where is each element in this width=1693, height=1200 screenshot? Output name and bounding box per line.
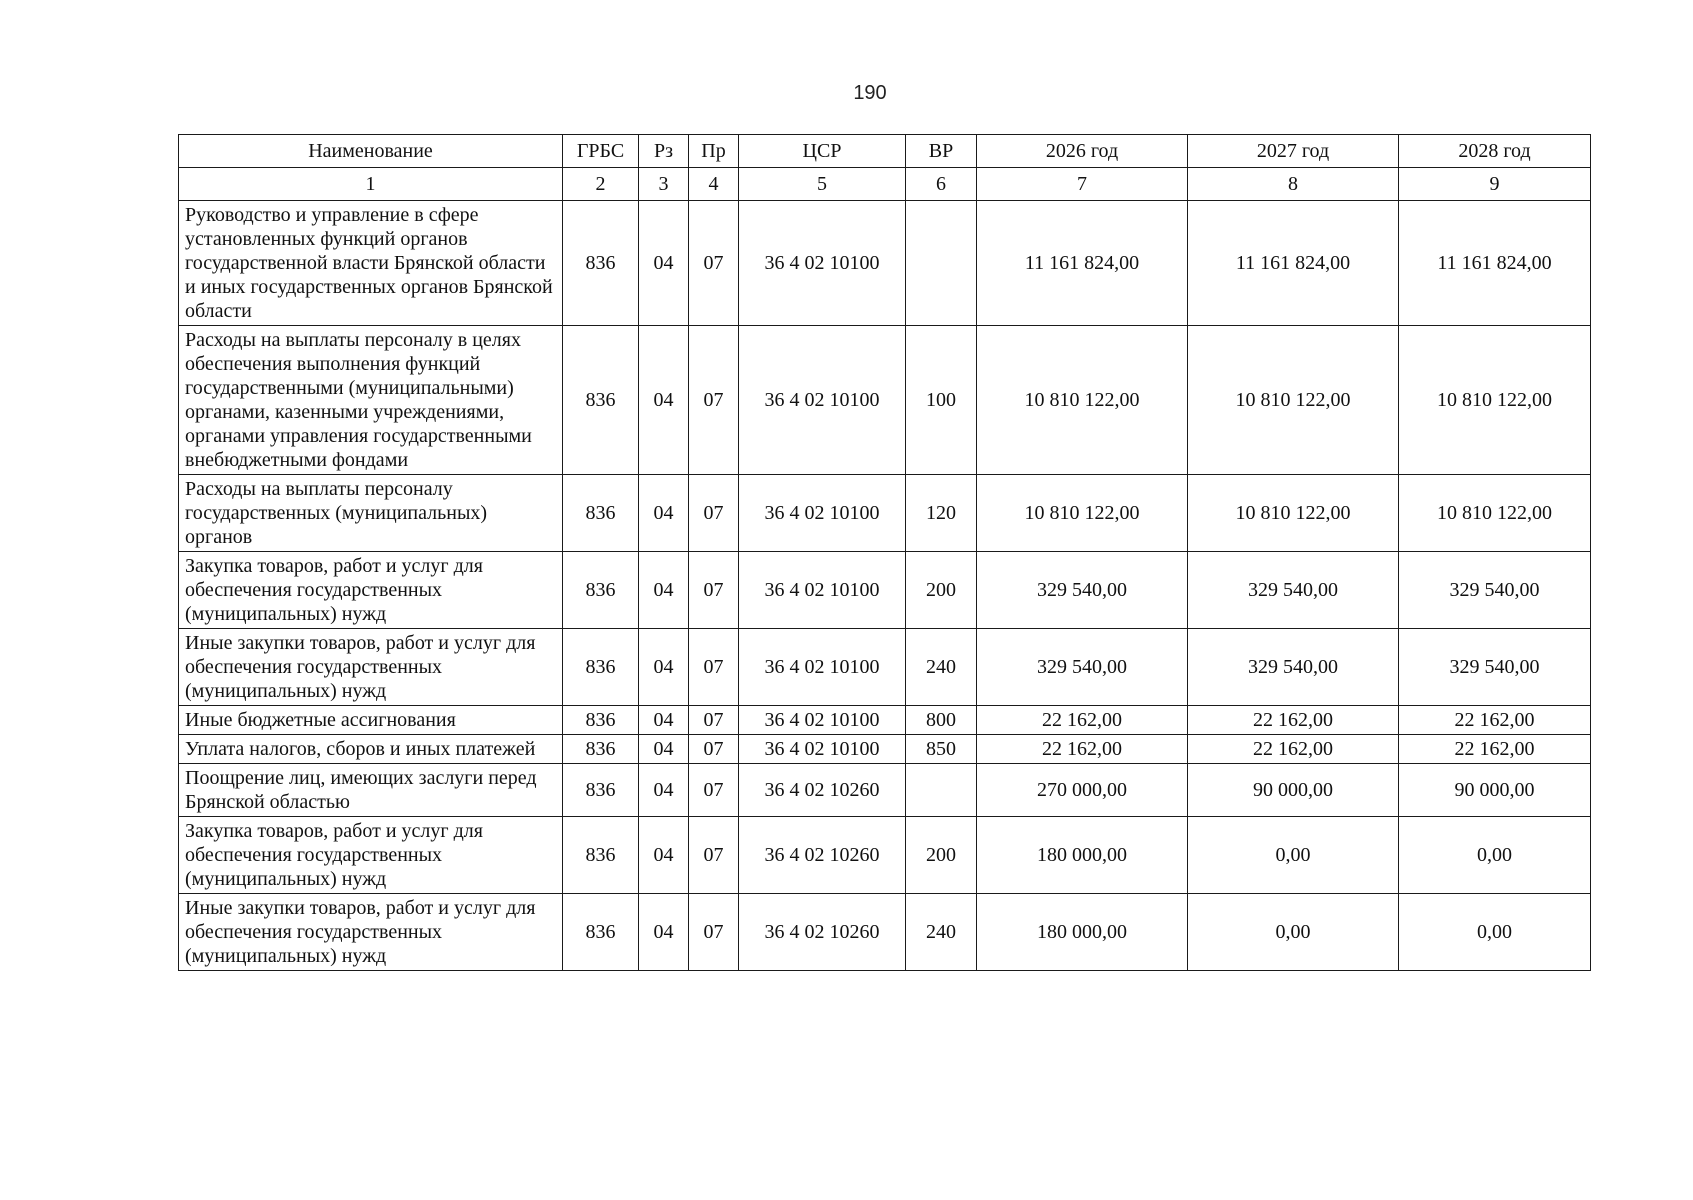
column-number: 2	[563, 168, 639, 201]
row-pr-cell: 07	[689, 764, 739, 817]
row-amount-2026-cell: 270 000,00	[977, 764, 1188, 817]
row-csr-cell: 36 4 02 10100	[739, 735, 906, 764]
row-pr-cell: 07	[689, 735, 739, 764]
row-csr-cell: 36 4 02 10260	[739, 817, 906, 894]
row-name-cell: Иные закупки товаров, работ и услуг для обеспечения государственных (муниципальных) нужд	[179, 629, 563, 706]
row-vr-cell: 240	[906, 629, 977, 706]
row-rz-cell: 04	[639, 201, 689, 326]
column-number: 5	[739, 168, 906, 201]
row-pr-cell: 07	[689, 201, 739, 326]
budget-table	[178, 134, 1591, 971]
table-row	[179, 326, 1591, 475]
row-pr-cell: 07	[689, 817, 739, 894]
table-row	[179, 201, 1591, 326]
row-csr-cell: 36 4 02 10100	[739, 629, 906, 706]
row-amount-2028-cell: 329 540,00	[1399, 552, 1591, 629]
column-number: 6	[906, 168, 977, 201]
row-amount-2027-cell: 10 810 122,00	[1188, 326, 1399, 475]
row-amount-2028-cell: 0,00	[1399, 894, 1591, 971]
row-amount-2027-cell: 22 162,00	[1188, 735, 1399, 764]
row-rz-cell: 04	[639, 735, 689, 764]
row-amount-2028-cell: 10 810 122,00	[1399, 475, 1591, 552]
row-grbs-cell: 836	[563, 817, 639, 894]
row-vr-cell: 240	[906, 894, 977, 971]
row-grbs-cell: 836	[563, 201, 639, 326]
row-grbs-cell: 836	[563, 764, 639, 817]
row-name-cell: Закупка товаров, работ и услуг для обеспечения государственных (муниципальных) нужд	[179, 817, 563, 894]
table-row	[179, 764, 1591, 817]
row-pr-cell: 07	[689, 894, 739, 971]
row-amount-2028-cell: 22 162,00	[1399, 706, 1591, 735]
header-2027: 2027 год	[1188, 135, 1399, 168]
column-number: 3	[639, 168, 689, 201]
row-csr-cell: 36 4 02 10260	[739, 894, 906, 971]
header-pr: Пр	[689, 135, 739, 168]
row-grbs-cell: 836	[563, 326, 639, 475]
row-amount-2027-cell: 329 540,00	[1188, 629, 1399, 706]
row-amount-2026-cell: 11 161 824,00	[977, 201, 1188, 326]
row-amount-2027-cell: 0,00	[1188, 817, 1399, 894]
row-pr-cell: 07	[689, 475, 739, 552]
table-row	[179, 629, 1591, 706]
row-name-cell: Руководство и управление в сфере установленных функций органов государственной власти Брянской области и иных государственных органов Брянской области	[179, 201, 563, 326]
header-2028: 2028 год	[1399, 135, 1591, 168]
row-amount-2026-cell: 180 000,00	[977, 894, 1188, 971]
row-amount-2028-cell: 0,00	[1399, 817, 1591, 894]
row-name-cell: Уплата налогов, сборов и иных платежей	[179, 735, 563, 764]
column-number: 9	[1399, 168, 1591, 201]
row-pr-cell: 07	[689, 552, 739, 629]
header-name: Наименование	[179, 135, 563, 168]
row-csr-cell: 36 4 02 10100	[739, 552, 906, 629]
row-csr-cell: 36 4 02 10260	[739, 764, 906, 817]
row-name-cell: Иные закупки товаров, работ и услуг для обеспечения государственных (муниципальных) нужд	[179, 894, 563, 971]
row-csr-cell: 36 4 02 10100	[739, 706, 906, 735]
column-number: 7	[977, 168, 1188, 201]
page-number: 190	[853, 82, 887, 104]
row-amount-2026-cell: 329 540,00	[977, 552, 1188, 629]
row-amount-2027-cell: 0,00	[1188, 894, 1399, 971]
row-csr-cell: 36 4 02 10100	[739, 201, 906, 326]
row-amount-2026-cell: 10 810 122,00	[977, 475, 1188, 552]
row-vr-cell: 200	[906, 817, 977, 894]
row-csr-cell: 36 4 02 10100	[739, 326, 906, 475]
row-rz-cell: 04	[639, 894, 689, 971]
row-amount-2028-cell: 11 161 824,00	[1399, 201, 1591, 326]
row-amount-2028-cell: 329 540,00	[1399, 629, 1591, 706]
column-number: 4	[689, 168, 739, 201]
header-rz: Рз	[639, 135, 689, 168]
column-number: 1	[179, 168, 563, 201]
row-vr-cell	[906, 201, 977, 326]
row-pr-cell: 07	[689, 706, 739, 735]
row-name-cell: Расходы на выплаты персоналу государственных (муниципальных) органов	[179, 475, 563, 552]
column-number-row	[179, 168, 1591, 201]
row-rz-cell: 04	[639, 817, 689, 894]
row-rz-cell: 04	[639, 764, 689, 817]
row-amount-2027-cell: 11 161 824,00	[1188, 201, 1399, 326]
row-name-cell: Закупка товаров, работ и услуг для обеспечения государственных (муниципальных) нужд	[179, 552, 563, 629]
row-amount-2026-cell: 180 000,00	[977, 817, 1188, 894]
row-name-cell: Расходы на выплаты персоналу в целях обеспечения выполнения функций государственными (муниципальными) органами, казенными учреждениями, органами управления государственными внебюджетными фондами	[179, 326, 563, 475]
table-row	[179, 894, 1591, 971]
row-vr-cell	[906, 764, 977, 817]
table-row	[179, 475, 1591, 552]
row-pr-cell: 07	[689, 629, 739, 706]
row-vr-cell: 120	[906, 475, 977, 552]
header-vr: ВР	[906, 135, 977, 168]
table-row	[179, 735, 1591, 764]
row-rz-cell: 04	[639, 629, 689, 706]
row-vr-cell: 200	[906, 552, 977, 629]
row-amount-2026-cell: 10 810 122,00	[977, 326, 1188, 475]
row-vr-cell: 100	[906, 326, 977, 475]
table-row	[179, 817, 1591, 894]
row-vr-cell: 850	[906, 735, 977, 764]
row-grbs-cell: 836	[563, 552, 639, 629]
header-grbs: ГРБС	[563, 135, 639, 168]
row-amount-2027-cell: 90 000,00	[1188, 764, 1399, 817]
row-amount-2026-cell: 22 162,00	[977, 735, 1188, 764]
row-grbs-cell: 836	[563, 475, 639, 552]
row-pr-cell: 07	[689, 326, 739, 475]
row-rz-cell: 04	[639, 326, 689, 475]
row-rz-cell: 04	[639, 552, 689, 629]
column-number: 8	[1188, 168, 1399, 201]
row-amount-2026-cell: 329 540,00	[977, 629, 1188, 706]
row-grbs-cell: 836	[563, 894, 639, 971]
row-grbs-cell: 836	[563, 735, 639, 764]
table-row	[179, 706, 1591, 735]
row-amount-2026-cell: 22 162,00	[977, 706, 1188, 735]
row-amount-2028-cell: 90 000,00	[1399, 764, 1591, 817]
row-rz-cell: 04	[639, 706, 689, 735]
header-2026: 2026 год	[977, 135, 1188, 168]
row-name-cell: Иные бюджетные ассигнования	[179, 706, 563, 735]
row-grbs-cell: 836	[563, 706, 639, 735]
row-amount-2027-cell: 22 162,00	[1188, 706, 1399, 735]
row-grbs-cell: 836	[563, 629, 639, 706]
row-name-cell: Поощрение лиц, имеющих заслуги перед Брянской областью	[179, 764, 563, 817]
table-row	[179, 552, 1591, 629]
row-vr-cell: 800	[906, 706, 977, 735]
row-amount-2028-cell: 10 810 122,00	[1399, 326, 1591, 475]
header-row	[179, 135, 1591, 168]
header-csr: ЦСР	[739, 135, 906, 168]
row-csr-cell: 36 4 02 10100	[739, 475, 906, 552]
row-amount-2027-cell: 329 540,00	[1188, 552, 1399, 629]
row-rz-cell: 04	[639, 475, 689, 552]
row-amount-2027-cell: 10 810 122,00	[1188, 475, 1399, 552]
row-amount-2028-cell: 22 162,00	[1399, 735, 1591, 764]
